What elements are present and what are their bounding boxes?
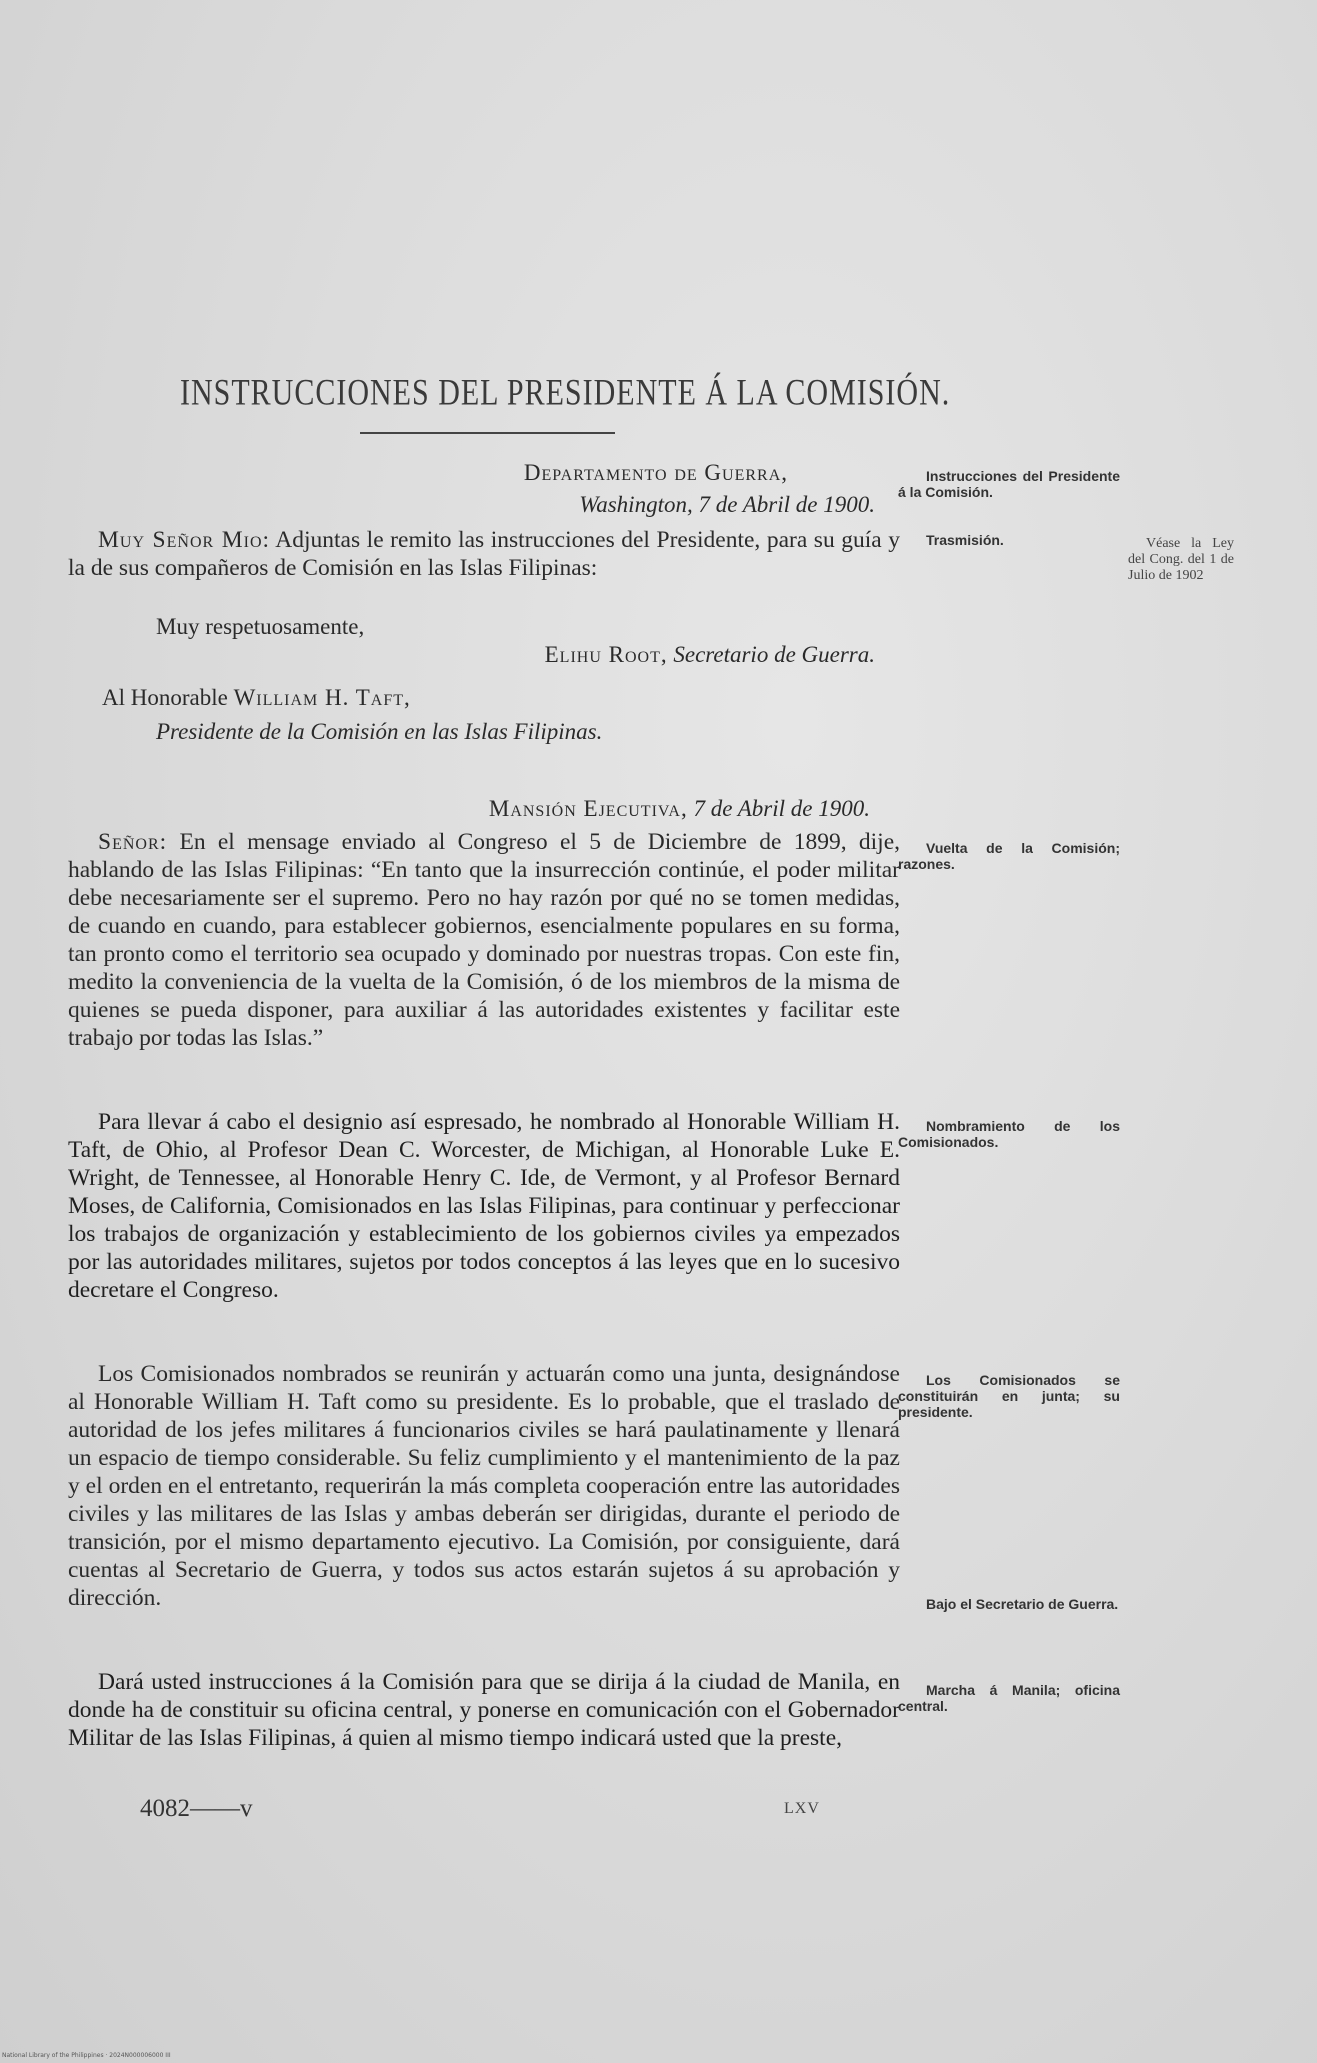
letter2-date: 7 de Abril de 1900.	[693, 796, 870, 821]
letter2-heading	[300, 795, 870, 823]
title-rule	[360, 432, 615, 434]
letter1-addressee-title: Presidente de la Comisión en las Islas Filipinas.	[156, 719, 603, 744]
addressee-name: William H. Taft,	[233, 685, 411, 710]
paragraph-1-text: En el mensage enviado al Congreso el 5 de Diciembre de 1899, dije, hablando de las Islas Filipinas: “En tanto que la insurrección continúe, el poder militar debe necesariamente ser el supremo. Pero no hay razón por qué no se tomen medidas, de cuando en cuando, para establecer gobiernos, esencialmente populares en su forma, tan pronto como el territorio sea ocupado y dominado por nuestras tropas. Con este fin, medito la conveniencia de la vuelta de la Comisión, ó de los miembros de la misma de quienes se pueda disponer, para auxiliar á las autoridades existentes y facilitar este trabajo por todas las Islas.”	[68, 829, 900, 1051]
marginal-note-nombramiento: Nombramiento de los Comisionados.	[898, 1118, 1120, 1150]
marginal-note-junta: Los Comisionados se constituirán en junta; su presidente.	[898, 1372, 1120, 1420]
letter1-salutation: Muy Señor Mio:	[98, 527, 271, 553]
marginal-note-manila: Marcha á Manila; oficina central.	[898, 1682, 1120, 1714]
letter2-paragraph-3: Los Comisionados nombrados se reunirán y actuarán como una junta, designándose al Honorable William H. Taft como su presidente. Es lo probable, que el traslado de autoridad de los jefes militares á funcionarios civiles se hará paulatinamente y llenará un espacio de tiempo considerable. Su feliz cumplimiento y el mantenimiento de la paz y el orden en el entretanto, requerirán la más completa cooperación entre las autoridades civiles y las militares de las Islas y ambas deberán ser dirigidas, durante el periodo de transición, por el mismo departamento ejecutivo. La Comisión, por consiguiente, dará cuentas al Secretario de Guerra, y todos sus actos estarán sujetos á su aprobación y dirección.	[68, 1361, 900, 1611]
far-margin-note: Véase la Ley del Cong. del 1 de Julio de 1902	[1128, 536, 1234, 583]
letter2-paragraph-2: Para llevar á cabo el designio así espresado, he nombrado al Honorable William H. Taft, de Ohio, al Profesor Dean C. Worcester, de Michigan, al Honorable Luke E. Wright, de Tennessee, al Honorable Henry C. Ide, de Vermont, y al Profesor Bernard Moses, de California, Comisionados en las Islas Filipinas, para continuar y perfeccionar los trabajos de organización y establecimiento de los gobiernos civiles ya empezados por las autoridades militares, sujetos por todos conceptos á las leyes que en lo sucesivo decretare el Congreso.	[68, 1109, 900, 1303]
marginal-note-secretario: Bajo el Secretario de Guerra.	[926, 1596, 1119, 1612]
letter1-signature	[420, 641, 875, 669]
scan-credit: National Library of the Philippines · 2024N000006000 III	[2, 2052, 171, 2059]
letter1-closing: Muy respetuosamente,	[156, 614, 365, 639]
addressee-prefix: Al Honorable	[102, 685, 228, 710]
letter1-body	[68, 526, 900, 582]
marginal-note-trasmision: Trasmisión.	[926, 532, 1004, 548]
page-numeral: LXV	[784, 1800, 820, 1817]
letter2-paragraph-4: Dará usted instrucciones á la Comisión para que se dirija á la ciudad de Manila, en donde ha de constituir su oficina central, y ponerse en comunicación con el Gobernador Militar de las Islas Filipinas, á quien al mismo tiempo indicará usted que la preste,	[68, 1669, 900, 1751]
marginal-note-vuelta: Vuelta de la Comisión; razones.	[898, 840, 1120, 872]
signature-mark: 4082——v	[140, 1795, 253, 1822]
letter2-place: Mansión Ejecutiva,	[488, 796, 688, 821]
page-title: INSTRUCCIONES DEL PRESIDENTE Á LA COMISIÓN.	[180, 372, 951, 414]
letter1-department: Departamento de Guerra,	[523, 460, 788, 485]
letter2-salutation: Señor:	[98, 829, 168, 855]
letter2-paragraph-1	[68, 828, 900, 1052]
signature-name: Elihu Root,	[544, 642, 668, 667]
marginal-note-instrucciones: Instrucciones del Presidente á la Comisión.	[898, 468, 1120, 500]
letter1-place-date: Washington, 7 de Abril de 1900.	[579, 492, 875, 517]
letter1-body-text: Adjuntas le remito las instrucciones del Presidente, para su guía y la de sus compañeros de Comisión en las Islas Filipinas:	[68, 527, 900, 581]
signature-title: Secretario de Guerra.	[673, 642, 875, 667]
letter1-addressee	[102, 684, 411, 712]
